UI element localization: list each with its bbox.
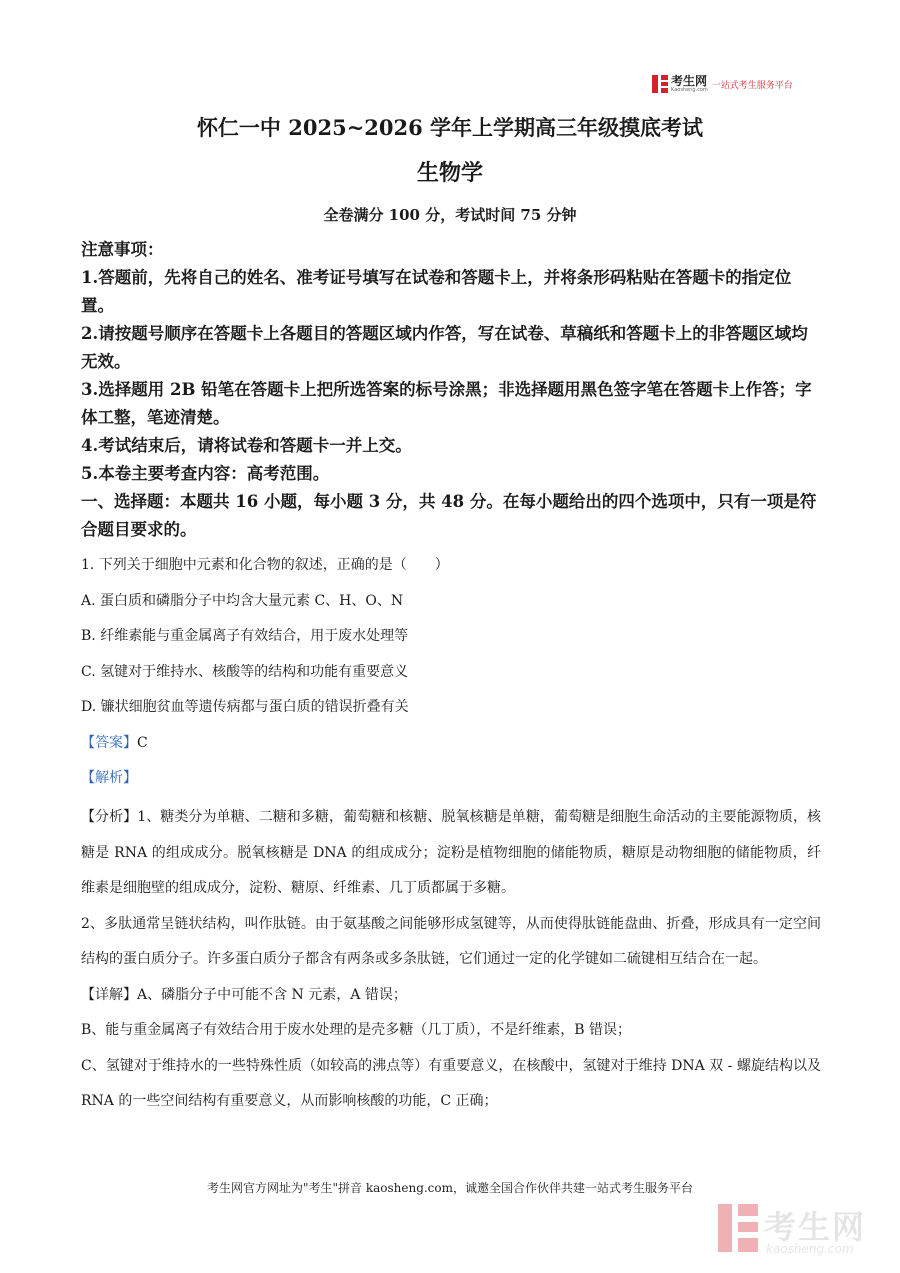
notice-block — [81, 236, 821, 544]
exam-info: 全卷满分 100 分，考试时间 75 分钟 — [323, 206, 577, 224]
watermark-logo-icon — [718, 1204, 758, 1252]
analysis-tag: 【分析】 — [81, 809, 138, 825]
section-heading: 一、选择题：本题共 16 小题，每小题 3 分，共 48 分。在每小题给出的四个选项中，只有一项是符合题目要求的。 — [81, 492, 817, 539]
option-b: B. 纤维素能与重金属离子有效结合，用于废水处理等 — [81, 628, 409, 644]
notice-item: 1.答题前，先将自己的姓名、准考证号填写在试卷和答题卡上，并将条形码粘贴在答题卡的指定位置。 — [81, 268, 792, 315]
detail-c: C、氢键对于维持水的一些特殊性质（如较高的沸点等）有重要意义，在核酸中，氢键对于维持 DNA 双 - 螺旋结构以及 RNA 的一些空间结构有重要意义，从而影响核酸的功能，C 正确； — [81, 1057, 821, 1109]
analysis-label: 【解析】 — [81, 770, 137, 786]
notice-item: 3.选择题用 2B 铅笔在答题卡上把所选答案的标号涂黑；非选择题用黑色签字笔在答题卡上作答；字体工整，笔迹清楚。 — [81, 380, 812, 427]
logo-slogan: 一站式考生服务平台 — [711, 80, 793, 91]
logo-text: 考生网 — [671, 74, 708, 88]
answer-line — [81, 726, 821, 762]
header-logo[interactable] — [652, 72, 793, 96]
question-1 — [81, 548, 821, 797]
subject-title: 生物学 — [416, 160, 483, 186]
exam-title: 怀仁一中 2025~2026 学年上学期高三年级摸底考试 — [196, 115, 704, 140]
analysis-label-line — [81, 761, 821, 797]
detail-b: B、能与重金属离子有效结合用于废水处理的是壳多糖（几丁质），不是纤维素，B 错误； — [81, 1022, 632, 1038]
logo-sub: Kaosheng.com — [671, 87, 708, 93]
notice-item: 2.请按题号顺序在答题卡上各题目的答题区域内作答，写在试卷、草稿纸和答题卡上的非答题区域均无效。 — [81, 324, 808, 371]
watermark — [718, 1200, 888, 1260]
notice-item: 4.考试结束后，请将试卷和答题卡一并上交。 — [81, 436, 412, 455]
notice-heading: 注意事项： — [81, 240, 164, 259]
analysis-para-1: 【分析】1、糖类分为单糖、二糖和多糖，葡萄糖和核糖、脱氧核糖是单糖，葡萄糖是细胞生命活动的主要能源物质，核糖是 RNA 的组成成分。脱氧核糖是 DNA 的组成成分；淀粉是植物细胞的储能物质，糖原是动物细胞的储能物质，纤维素是细胞壁的组成成分，淀粉、糖原、纤维素、几丁质都属于多糖。 — [81, 809, 822, 896]
detail-a: 【详解】A、磷脂分子中可能不含 N 元素，A 错误； — [81, 986, 407, 1003]
option-a: A. 蛋白质和磷脂分子中均含大量元素 C、H、O、N — [81, 592, 404, 609]
detail-tag: 【详解】 — [81, 986, 137, 1003]
option-d: D. 镰状细胞贫血等遗传病都与蛋白质的错误折叠有关 — [81, 699, 409, 715]
question-stem: 1. 下列关于细胞中元素和化合物的叙述，正确的是（ ） — [81, 557, 449, 573]
answer-label: 【答案】 — [81, 734, 137, 751]
option-c: C. 氢键对于维持水、核酸等的结构和功能有重要意义 — [81, 663, 409, 680]
kaosheng-logo-icon — [652, 75, 668, 93]
watermark-text: 考生网 — [764, 1208, 867, 1246]
notice-item: 5.本卷主要考查内容：高考范围。 — [81, 464, 330, 483]
watermark-sub: kaosheng.com — [766, 1242, 854, 1256]
explanation-block — [81, 800, 821, 1120]
answer-value: C — [137, 734, 148, 751]
analysis-para-2: 2、多肽通常呈链状结构，叫作肽链。由于氨基酸之间能够形成氢键等，从而使得肽链能盘曲、折叠，形成具有一定空间结构的蛋白质分子。许多蛋白质分子都含有两条或多条肽链，它们通过一定的化学键如二硫键相互结合在一起。 — [81, 915, 821, 967]
footer-text: 考生网官方网址为"考生"拼音 kaosheng.com，诚邀全国合作伙伴共建一站式考生服务平台 — [206, 1181, 694, 1195]
